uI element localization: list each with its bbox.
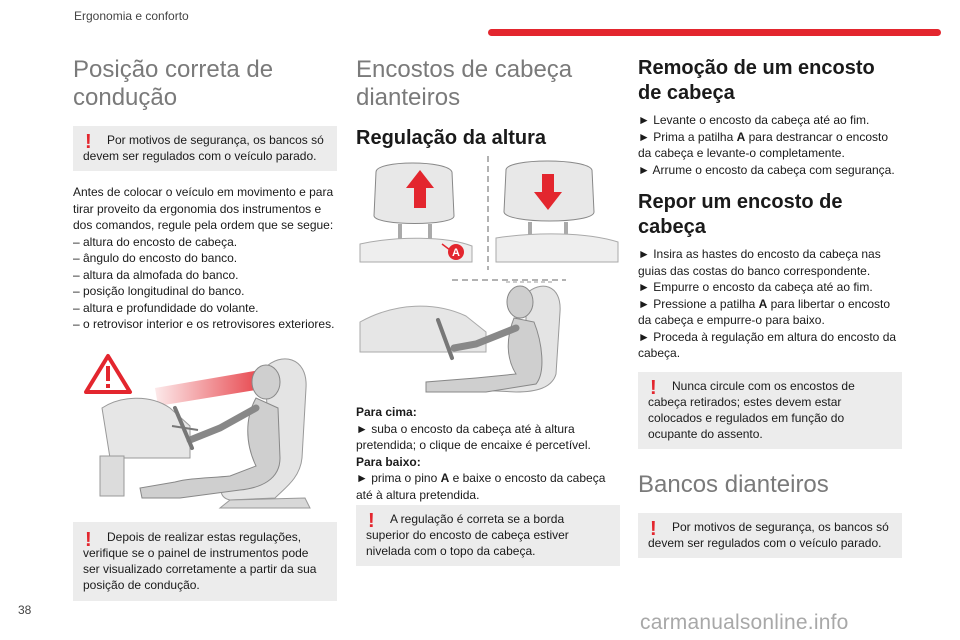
text-run: e baixe o encosto da cabeça até à altura pretendida.	[356, 471, 606, 502]
driving-posture-illustration	[80, 348, 325, 513]
head-restraint-adjustment-illustration	[356, 152, 620, 400]
remove-steps	[638, 112, 902, 178]
warning-text: Nunca circule com os encostos de cabeça retirados; estes devem estar colocados e regulados em função do ocupante do assento.	[648, 378, 855, 441]
step-item: ► Insira as hastes do encosto da cabeça nas guias das costas do banco correspondente.	[638, 247, 881, 278]
list-item: – altura do encosto de cabeça.	[73, 234, 238, 249]
step-item: ► Levante o encosto da cabeça até ao fim.	[638, 113, 870, 127]
step-item: ► Empurre o encosto da cabeça até ao fim.	[638, 280, 873, 294]
step-item: ► Arrume o encosto da cabeça com segurança.	[638, 162, 895, 177]
height-instructions	[356, 404, 620, 503]
subtitle-height-adjustment: Regulação da altura	[356, 127, 547, 149]
down-text	[356, 470, 620, 503]
title-remove-head-restraint: Remoção de um encosto de cabeça	[638, 57, 875, 104]
list-item: – altura da almofada do banco.	[73, 267, 239, 282]
intro-paragraph: Antes de colocar o veículo em movimento e para tirar proveito da ergonomia dos instrumentos e dos comandos, regule pela ordem que se segue:	[73, 185, 334, 232]
up-label: Para cima:	[356, 405, 417, 419]
list-item: – altura e profundidade do volante.	[73, 300, 259, 315]
running-head: Ergonomia e conforto	[74, 9, 189, 23]
exclamation-icon: !	[650, 376, 657, 399]
key-a: A	[758, 296, 768, 311]
watermark: carmanualsonline.info	[640, 611, 849, 634]
text-run: ► Prima a patilha	[638, 129, 737, 144]
exclamation-icon: !	[650, 517, 657, 540]
section-title-driving-position: Posição correta de condução	[73, 56, 274, 111]
adjustment-list	[73, 234, 337, 333]
column-driving-position	[73, 56, 337, 333]
step-item	[638, 296, 902, 329]
up-text: ► suba o encosto da cabeça até à altura pretendida; o clique de encaixe é percetível.	[356, 421, 591, 452]
exclamation-icon: !	[85, 529, 92, 551]
warning-triangle-icon	[86, 356, 130, 392]
warning-box-seats	[638, 513, 902, 558]
page-number: 38	[18, 603, 32, 617]
text-run: para libertar o encosto da cabeça e empurre-o para baixo.	[638, 296, 891, 327]
key-a: A	[440, 471, 450, 485]
step-item: ► Proceda à regulação em altura do encosto da cabeça.	[638, 329, 897, 360]
warning-text: Depois de realizar estas regulações, verifique se o painel de instrumentos pode ser visualizado corretamente a partir da sua posição de condução.	[83, 530, 317, 592]
list-item: – ângulo do encosto do banco.	[73, 251, 238, 265]
down-label: Para baixo:	[356, 454, 421, 469]
warning-box-instrument-panel	[73, 522, 337, 601]
text-run: para destrancar o encosto da cabeça e levante-o completamente.	[638, 129, 889, 160]
column-remove-refit	[638, 56, 902, 558]
exclamation-icon: !	[368, 510, 375, 532]
warning-box-never-drive	[638, 372, 902, 449]
section-title-front-seats: Bancos dianteiros	[638, 470, 829, 498]
title-refit-head-restraint: Repor um encosto de cabeça	[638, 191, 843, 238]
refit-steps	[638, 246, 902, 362]
text-run: ► prima o pino	[356, 471, 441, 485]
warning-box-safety	[73, 126, 337, 171]
column-head-restraints	[356, 56, 620, 150]
warning-text: Por motivos de segurança, os bancos só devem ser regulados com o veículo parado.	[83, 133, 324, 163]
warning-box-adjustment	[356, 505, 620, 566]
list-item: – o retrovisor interior e os retrovisores exteriores.	[73, 317, 335, 331]
warning-text: Por motivos de segurança, os bancos só devem ser regulados com o veículo parado.	[648, 519, 889, 550]
text-run: ► Pressione a patilha	[638, 296, 759, 311]
section-title-head-restraints: Encostos de cabeça dianteiros	[356, 56, 573, 111]
list-item: – posição longitudinal do banco.	[73, 284, 245, 298]
header-accent-bar	[488, 29, 941, 36]
exclamation-icon: !	[85, 131, 92, 153]
key-a: A	[736, 129, 746, 144]
step-item	[638, 129, 902, 162]
callout-label: A	[452, 247, 460, 259]
warning-text: A regulação é correta se a borda superior do encosto de cabeça estiver nivelada com o topo da cabeça.	[366, 512, 569, 558]
